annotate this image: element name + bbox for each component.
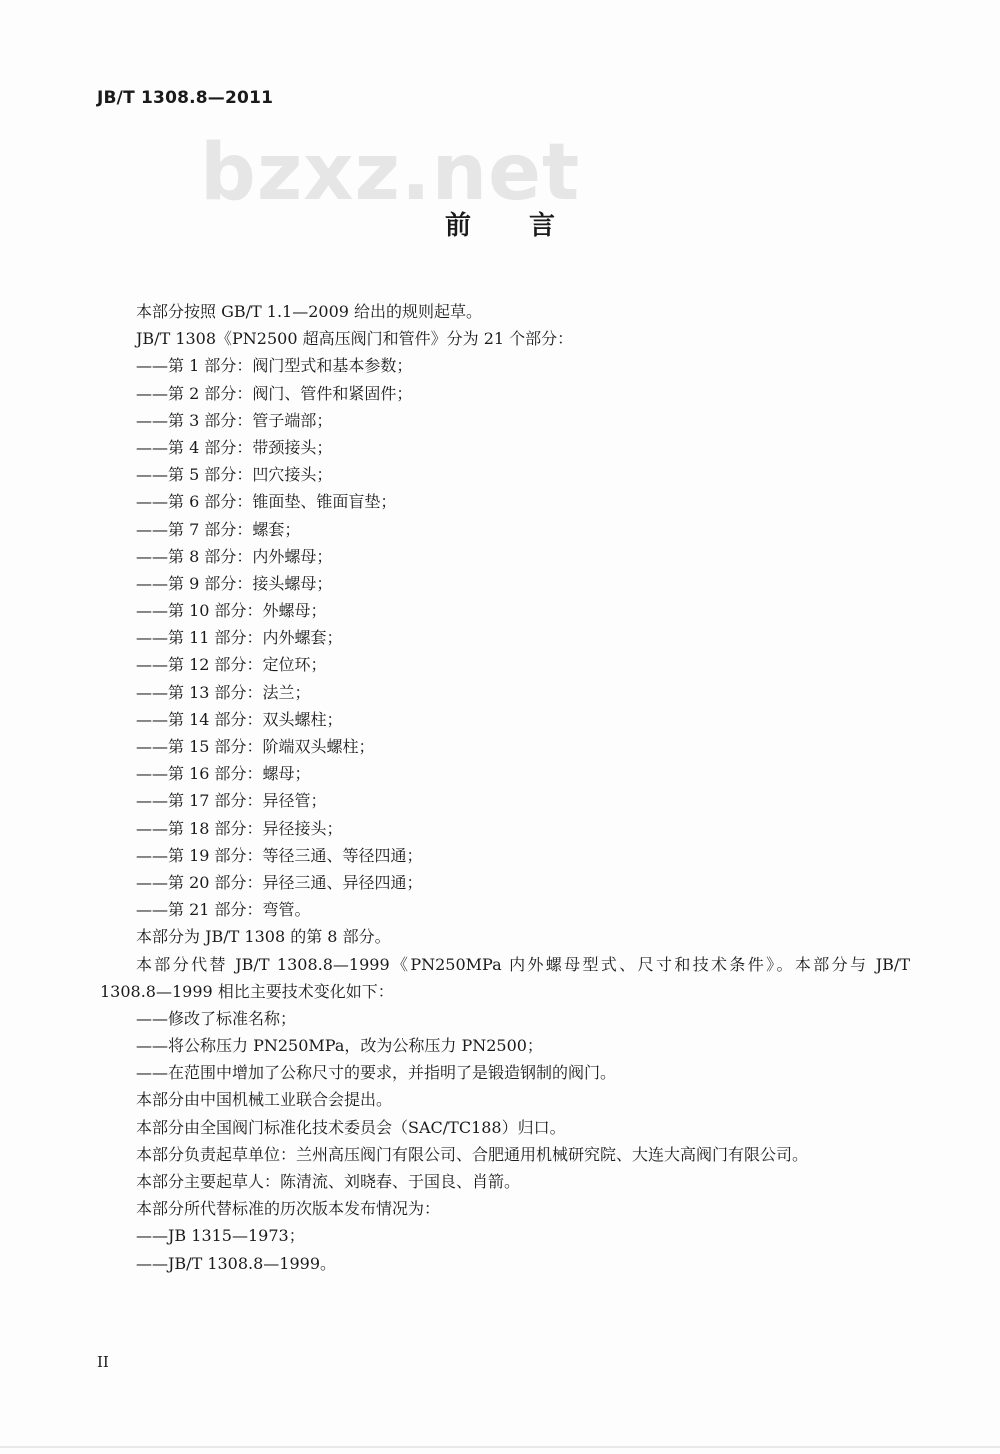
paragraph-line: 1308.8—1999 相比主要技术变化如下： bbox=[100, 981, 394, 1001]
paragraph-line: 本部分由全国阀门标准化技术委员会（SAC/TC188）归口。 bbox=[136, 1117, 566, 1137]
paragraph-line: 本部分按照 GB/T 1.1—2009 给出的规则起草。 bbox=[136, 302, 483, 321]
paragraph-line: ——第 15 部分：阶端双头螺柱； bbox=[136, 737, 375, 756]
paragraph-line: ——第 19 部分：等径三通、等径四通； bbox=[136, 845, 423, 865]
document-code: JB/T 1308.8—2011 bbox=[97, 88, 274, 108]
page-number: II bbox=[97, 1353, 109, 1371]
paragraph-line: ——第 6 部分：锥面垫、锥面盲垫； bbox=[136, 492, 397, 512]
paragraph-line: 本部分由中国机械工业联合会提出。 bbox=[136, 1090, 393, 1110]
paragraph-line: ——第 12 部分：定位环； bbox=[136, 655, 327, 675]
paragraph-line: 本部分主要起草人：陈清流、刘晓春、于国良、肖箭。 bbox=[136, 1172, 521, 1191]
paragraph-line: 本部分所代替标准的历次版本发布情况为： bbox=[136, 1199, 441, 1219]
paragraph-line: ——在范围中增加了公称尺寸的要求，并指明了是锻造钢制的阀门。 bbox=[136, 1063, 617, 1083]
paragraph-line: ——第 13 部分：法兰； bbox=[136, 682, 311, 702]
paragraph-line: ——第 21 部分：弯管。 bbox=[136, 900, 311, 920]
paragraph-line: ——第 11 部分：内外螺套； bbox=[136, 628, 343, 648]
paragraph-line: ——第 2 部分：阀门、管件和紧固件； bbox=[136, 383, 413, 403]
paragraph-line: ——第 5 部分：凹穴接头； bbox=[136, 465, 333, 485]
paragraph-line: ——第 16 部分：螺母； bbox=[136, 764, 311, 784]
paragraph-line: ——第 18 部分：异径接头； bbox=[136, 818, 343, 838]
paragraph-line: ——第 20 部分：异径三通、异径四通； bbox=[136, 872, 423, 892]
paragraph-line: ——JB 1315—1973； bbox=[136, 1226, 305, 1246]
paragraph-line: ——第 3 部分：管子端部； bbox=[136, 410, 333, 430]
page-title: 前言 bbox=[444, 211, 613, 241]
page-bottom-edge bbox=[0, 1446, 1000, 1448]
paragraph-line: ——第 1 部分：阀门型式和基本参数； bbox=[136, 356, 413, 376]
paragraph-line: ——第 10 部分：外螺母； bbox=[136, 601, 327, 621]
paragraph-line: 本部分负责起草单位：兰州高压阀门有限公司、合肥通用机械研究院、大连大高阀门有限公司。 bbox=[136, 1144, 809, 1164]
paragraph-line: ——第 14 部分：双头螺柱； bbox=[136, 709, 343, 729]
paragraph-line: ——将公称压力 PN250MPa，改为公称压力 PN2500； bbox=[136, 1036, 543, 1056]
paragraph-line: ——第 9 部分：接头螺母； bbox=[136, 573, 333, 593]
paragraph-line: ——第 8 部分：内外螺母； bbox=[136, 546, 333, 566]
document-body bbox=[100, 298, 910, 1277]
paragraph-line: ——JB/T 1308.8—1999。 bbox=[136, 1253, 337, 1273]
paragraph-line: JB/T 1308《PN2500 超高压阀门和管件》分为 21 个部分： bbox=[136, 329, 574, 349]
paragraph-line: ——第 4 部分：带颈接头； bbox=[136, 437, 333, 457]
paragraph-line: 本部分代替 JB/T 1308.8—1999《PN250MPa 内外螺母型式、尺寸和技术条件》。本部分与 JB/T bbox=[136, 954, 910, 974]
paragraph-line: ——第 17 部分：异径管； bbox=[136, 791, 327, 811]
paragraph-line: 本部分为 JB/T 1308 的第 8 部分。 bbox=[136, 927, 391, 947]
watermark: bzxz.net bbox=[200, 128, 581, 218]
paragraph-line: ——修改了标准名称； bbox=[136, 1008, 297, 1028]
paragraph-line: ——第 7 部分：螺套； bbox=[136, 519, 301, 539]
